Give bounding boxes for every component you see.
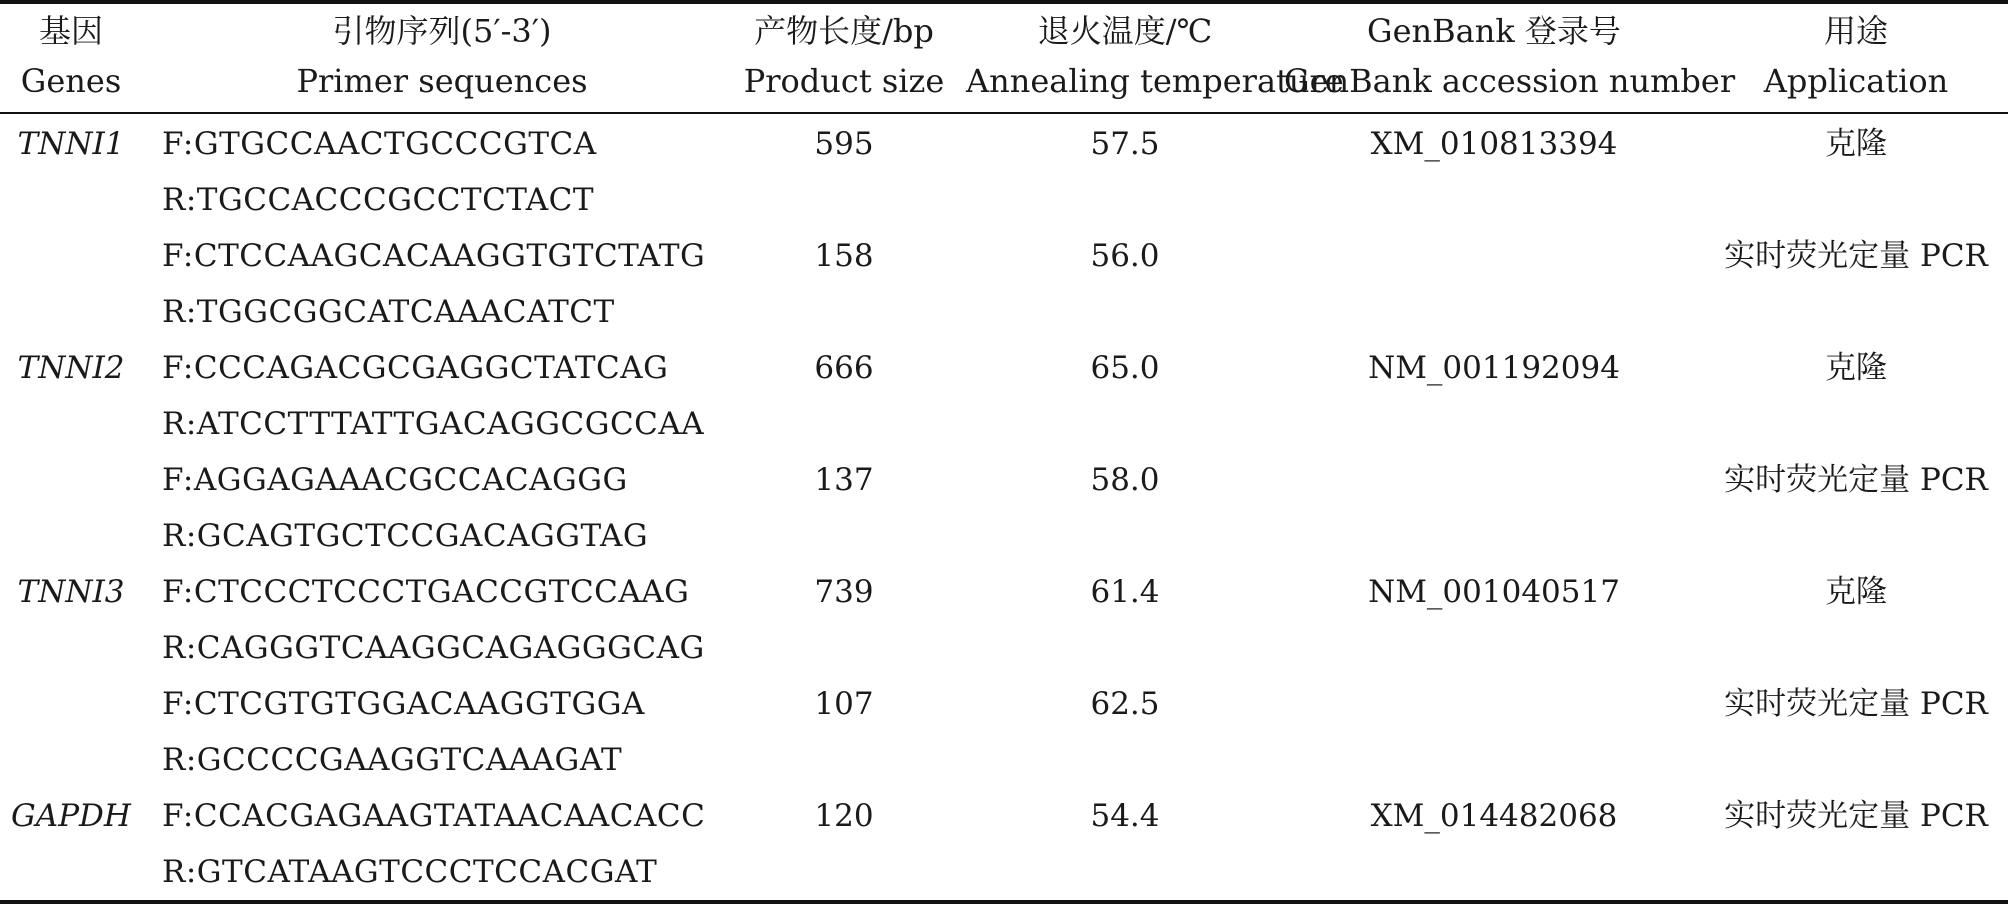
primer-cell: F:GTGCCAACTGCCCGTCA — [162, 126, 597, 162]
primer-cell: R:GCAGTGCTCCGACAGGTAG — [162, 518, 649, 554]
table-row — [0, 844, 2008, 900]
application-cell — [1704, 396, 2008, 452]
table-row — [0, 676, 2008, 732]
accession-cell: XM_010813394 — [1370, 126, 1618, 162]
application-cell — [1704, 508, 2008, 564]
application-cell — [1704, 732, 2008, 788]
header-genes-en: Genes — [20, 62, 122, 100]
gene-cell: TNNI2 — [17, 350, 125, 386]
gene-cell: GAPDH — [11, 798, 131, 834]
gene-cell — [0, 228, 142, 284]
table-row — [0, 116, 2008, 172]
primer-cell: F:AGGAGAAACGCCACAGGG — [162, 462, 628, 498]
application-cell — [1704, 172, 2008, 228]
temp-cell — [966, 844, 1284, 900]
gene-cell — [0, 732, 142, 788]
application-cell: 实时荧光定量 PCR — [1724, 462, 1988, 498]
header-accession — [1284, 6, 1736, 110]
size-cell — [722, 508, 966, 564]
header-genes-zh: 基因 — [38, 12, 103, 50]
gene-cell: TNNI1 — [17, 126, 125, 162]
temp-cell: 54.4 — [1090, 798, 1160, 834]
table-row — [0, 788, 2008, 844]
size-cell — [722, 396, 966, 452]
temp-cell: 62.5 — [1090, 686, 1160, 722]
gene-cell — [0, 396, 142, 452]
application-cell — [1704, 844, 2008, 900]
size-cell — [722, 620, 966, 676]
primer-cell: F:CCACGAGAAGTATAACAACACC — [162, 798, 706, 834]
temp-cell — [966, 172, 1284, 228]
accession-cell: NM_001192094 — [1368, 350, 1620, 386]
size-cell: 137 — [814, 462, 874, 498]
accession-cell — [1284, 676, 1704, 732]
primer-cell: F:CTCGTGTGGACAAGGTGGA — [162, 686, 645, 722]
header-app-zh: 用途 — [1823, 12, 1888, 50]
gene-cell — [0, 508, 142, 564]
primer-cell: R:TGCCACCCGCCTCTACT — [162, 182, 595, 218]
header-acc-zh: GenBank 登录号 — [1367, 12, 1621, 50]
header-primer — [162, 6, 722, 110]
application-cell — [1704, 284, 2008, 340]
table-row — [0, 620, 2008, 676]
accession-cell — [1284, 508, 1704, 564]
accession-cell — [1284, 844, 1704, 900]
size-cell: 158 — [814, 238, 874, 274]
table-row — [0, 508, 2008, 564]
header-temp-en: Annealing temperature — [966, 62, 1344, 100]
application-cell: 克隆 — [1825, 574, 1887, 610]
table-row — [0, 284, 2008, 340]
header-temp-zh: 退火温度/℃ — [1037, 12, 1213, 50]
table-row — [0, 564, 2008, 620]
size-cell — [722, 844, 966, 900]
temp-cell — [966, 508, 1284, 564]
application-cell: 实时荧光定量 PCR — [1724, 238, 1988, 274]
temp-cell: 56.0 — [1090, 238, 1160, 274]
primer-cell: R:TGGCGGCATCAAACATCT — [162, 294, 615, 330]
primer-cell: R:CAGGGTCAAGGCAGAGGGCAG — [162, 630, 705, 666]
size-cell: 739 — [814, 574, 874, 610]
application-cell: 克隆 — [1825, 350, 1887, 386]
header-product-size — [722, 6, 966, 110]
size-cell — [722, 172, 966, 228]
temp-cell: 58.0 — [1090, 462, 1160, 498]
table-bottom-rule — [0, 900, 2008, 904]
table-row — [0, 452, 2008, 508]
temp-cell — [966, 620, 1284, 676]
size-cell: 120 — [814, 798, 874, 834]
gene-cell — [0, 844, 142, 900]
header-genes — [0, 6, 142, 110]
primer-cell: R:GCCCCGAAGGTCAAAGAT — [162, 742, 623, 778]
accession-cell: XM_014482068 — [1370, 798, 1618, 834]
header-size-en: Product size — [743, 62, 945, 100]
header-acc-en: GenBank accession number — [1284, 62, 1736, 100]
accession-cell — [1284, 172, 1704, 228]
gene-cell — [0, 172, 142, 228]
header-primer-zh: 引物序列(5′-3′) — [332, 12, 552, 50]
application-cell: 克隆 — [1825, 126, 1887, 162]
size-cell: 666 — [814, 350, 874, 386]
accession-cell — [1284, 620, 1704, 676]
temp-cell — [966, 284, 1284, 340]
gene-cell — [0, 676, 142, 732]
gene-cell — [0, 284, 142, 340]
primer-cell: F:CTCCAAGCACAAGGTGTCTATG — [162, 238, 706, 274]
header-application — [1704, 6, 2008, 110]
application-cell: 实时荧光定量 PCR — [1724, 686, 1988, 722]
accession-cell — [1284, 732, 1704, 788]
accession-cell — [1284, 284, 1704, 340]
primer-cell: R:ATCCTTTATTGACAGGCGCCAA — [162, 406, 705, 442]
gene-cell — [0, 452, 142, 508]
table-row — [0, 396, 2008, 452]
temp-cell: 61.4 — [1090, 574, 1160, 610]
table-row — [0, 732, 2008, 788]
size-cell: 595 — [814, 126, 874, 162]
primer-cell: F:CCCAGACGCGAGGCTATCAG — [162, 350, 669, 386]
gene-cell: TNNI3 — [17, 574, 125, 610]
header-annealing — [966, 6, 1344, 110]
primer-cell: F:CTCCCTCCCTGACCGTCCAAG — [162, 574, 690, 610]
accession-cell — [1284, 228, 1704, 284]
temp-cell: 57.5 — [1090, 126, 1160, 162]
application-cell — [1704, 620, 2008, 676]
header-app-en: Application — [1763, 62, 1949, 100]
temp-cell: 65.0 — [1090, 350, 1160, 386]
accession-cell — [1284, 452, 1704, 508]
temp-cell — [966, 396, 1284, 452]
gene-cell — [0, 620, 142, 676]
table-top-rule — [0, 0, 2008, 4]
table-header — [0, 6, 2008, 110]
table-header-rule — [0, 112, 2008, 114]
primer-cell: R:GTCATAAGTCCCTCCACGAT — [162, 854, 658, 890]
table-row — [0, 172, 2008, 228]
table-row — [0, 340, 2008, 396]
accession-cell: NM_001040517 — [1368, 574, 1620, 610]
size-cell — [722, 284, 966, 340]
header-size-zh: 产物长度/bp — [754, 12, 934, 50]
temp-cell — [966, 732, 1284, 788]
size-cell — [722, 732, 966, 788]
accession-cell — [1284, 396, 1704, 452]
header-primer-en: Primer sequences — [296, 62, 588, 100]
table-row — [0, 228, 2008, 284]
application-cell: 实时荧光定量 PCR — [1724, 798, 1988, 834]
size-cell: 107 — [814, 686, 874, 722]
